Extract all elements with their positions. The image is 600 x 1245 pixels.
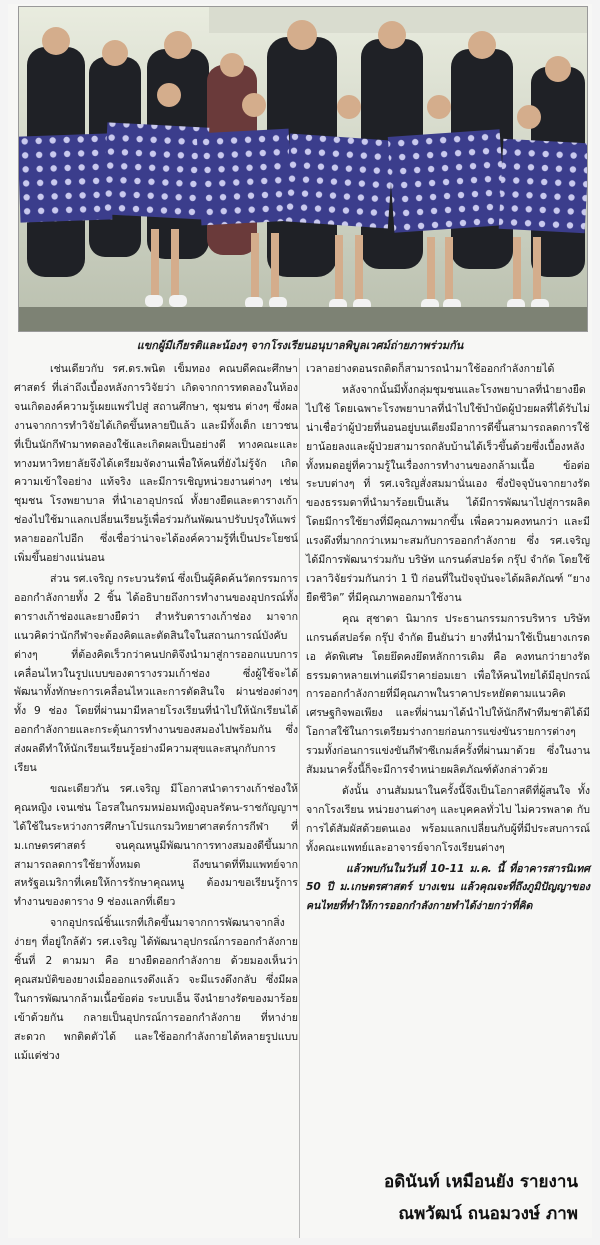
paragraph: เช่นเดียวกับ รศ.ดร.พนิต เข็มทอง คณบดีคณะศึกษาศาสตร์ ที่เล่าถึงเบื้องหลังการวิจัยว่า เกิดจากการทดลองในห้อง จนเกิดองค์ความรู้เผยแพร่ไปสู่ สถานศึกษา, ชุมชน ต่างๆ ซึ่งผลงานจากการทำวิจัยได้เกิดขึ้นหลายปีแล้ว และมีทั้งเด็ก เยาวชน ที่เป็นนักกีฬามาทดลองใช้และเกิดผลเป็นอย่างดี ทางคณะและทางมหาวิทยาลัยจึงได้เตรียมจัดงานเพื่อให้คนที่ยังไม่รู้จัก เกิดความเข้าใจอย่าง แท้จริง และมีการเชิญหน่วยงานต่างๆ เช่น ชุมชน โรงพยาบาล ที่นำเอาอุปกรณ์ ทั้งยางยืดและตารางเก้าช่องไปใช้มาแลกเปลี่ยนเรียนรู้เพื่อร่วมกันพัฒนาปรับปรุงให้แพร่หลายออกไปอีก ซึ่งเชื่อว่าน่าจะได้องค์ความรู้ที่เป็นประโยชน์เพิ่มขึ้นอย่างแน่นอน xyxy=(14,363,298,565)
reporter-byline: อดินันท์ เหมือนยัง รายงาน xyxy=(384,1172,578,1192)
paragraph: หลังจากนั้นมีทั้งกลุ่มชุมชนและโรงพยาบาลที่นำยางยืดไปใช้ โดยเฉพาะโรงพยาบาลที่นำไปใช้บำบัดผู้ป่วยผลที่ได้รับไม่น่าเชื่อว่าผู้ป่วยที่นอนอยู่บนเตียงมีอาการดีขึ้นสามารถลดการใช้ยาน้อยลงและผู้ป่วยสามารถกลับบ้านได้เร็วขึ้นด้วยซึ่งเบื้องหลังทั้งหมดอยู่ที่ความรู้ในเรื่องการทำงานของกล้ามเนื้อ ข้อต่อ ระบบต่างๆ ที่ รศ.เจริญสั่งสมมานั่นเอง ซึ่งปัจจุบันจากยางรัดของธรรมดาที่นำมาร้อยเป็นเส้น ได้มีการพัฒนาไปสู่การผลิตโดยมีการใช้ยางที่มีคุณภาพมากขึ้น เพื่อความคงทนกว่า และมีแรงดึงที่มากกว่าเหมาะสมกับการออกกำลังกาย ซึ่ง รศ.เจริญ ได้มีการพัฒนาร่วมกับ บริษัท แกรนด์สปอร์ต กรุ๊ป จำกัด โดยใช้เวลาวิจัยร่วมกันกว่า 1 ปี ก่อนที่ในปัจจุบันจะได้ผลิตภัณฑ์ “ยางยืดชีวิต” ที่มีคุณภาพออกมาใช้งาน xyxy=(306,383,590,604)
group-photo xyxy=(18,6,588,332)
newspaper-clipping xyxy=(8,4,592,1238)
paragraph: เวลาอย่างตอนรถติดก็สามารถนำมาใช้ออกกำลังกายได้ xyxy=(306,363,555,375)
event-announcement: แล้วพบกันในวันที่ 10-11 ม.ค. นี้ ที่อาคารสารนิเทศ 50 ปี ม.เกษตรศาสตร์ บางเขน แล้วคุณจะที่ถึงภูมิปัญญาของคนไทยที่ทำให้การออกกำลังกายทำได้ง่ายกว่าที่คิด xyxy=(306,862,590,913)
photo-caption: แขกผู้มีเกียรติและน้องๆ จากโรงเรียนอนุบาลพิบูลเวศม์ถ่ายภาพร่วมกัน xyxy=(136,339,464,352)
paragraph: จากอุปกรณ์ชิ้นแรกที่เกิดขึ้นมาจากการพัฒนาจากสิ่งง่ายๆ ที่อยู่ใกล้ตัว รศ.เจริญ ได้พัฒนาอุปกรณ์การออกกำลังกายชิ้นที่ 2 ตามมา คือ ยางยืดออกกำลังกาย ด้วยมองเห็นว่า คุณสมบัติของยางเมื่อออกแรงดึงแล้ว จะมีแรงดึงกลับ ซึ่งมีผลในการพัฒนากล้ามเนื้อข้อต่อ ระบบเอ็น จึงนำยางรัดของมาร้อยเข้าด้วยกัน กลายเป็นอุปกรณ์การออกกำลังกาย ที่หาง่าย สะดวก พกติดตัวได้ และใช้ออกกำลังกายได้หลายรูปแบบ แม้แต่ช่วง xyxy=(14,917,298,1062)
paragraph: คุณ สุชาดา นิมากร ประธานกรรมการบริหาร บริษัท แกรนด์สปอร์ต กรุ๊ป จำกัด ยืนยันว่า ยางที่นำมาใช้เป็นยางเกรดเอ คัดพิเศษ โดยยึดคงยึดหลักการเดิม คือ คงทนกว่ายางรัดธรรมดาหลายเท่าแต่มีราคาย่อมเยา เพื่อให้คนไทยได้มีอุปกรณ์การออกกำลังกายที่มีคุณภาพในราคาประหยัดตามแนวคิดเศรษฐกิจพอเพียง และที่ผ่านมาได้นำไปให้นักกีฬาทีมชาติได้มีโอกาสใช้ในการเตรียมร่างกายก่อนการแข่งขันรายการต่างๆ รวมทั้งก่อนการแข่งขันกีฬาซีเกมส์ครั้งที่ผ่านมาด้วย ซึ่งในงานสัมมนาครั้งนี้ก็จะมีการจำหน่ายผลิตภัณฑ์ดังกล่าวด้วย xyxy=(306,612,590,777)
paragraph: ขณะเดียวกัน รศ.เจริญ มีโอกาสนำตารางเก้าช่องให้ คุณหญิง เจนเซ่น โอรสในกรมหม่อมหญิงอุบลรัตน-ราชกัญญาฯ ได้ใช้ในระหว่างการศึกษาโปรแกรมวิทยาศาสตร์การกีฬา ที่ ม.เกษตรศาสตร์ จนคุณหนูมีพัฒนาการทางสมองดีขึ้นมาก สามารถลดการใช้ยาทั้งหมด ถึงขนาดที่ทีมแพทย์จากสหรัฐอเมริกาที่เคยให้การรักษาคุณหนู ต้องมาขอเรียนรู้การทำงานของตาราง 9 ช่องแลกที่เดียว xyxy=(14,782,298,909)
article-column-left xyxy=(14,360,298,1068)
column-divider xyxy=(299,358,300,1238)
paragraph: ดังนั้น งานสัมมนาในครั้งนี้จึงเป็นโอกาสดีที่ผู้สนใจ ทั้งจากโรงเรียน หน่วยงานต่างๆ และบุคคลทั่วไป ไม่ควรพลาด กับการได้สัมผัสด้วยตนเอง พร้อมแลกเปลี่ยนกับผู้ที่มีประสบการณ์ ทั้งคณะแพทย์และอาจารย์จากโรงเรียนต่างๆ xyxy=(306,784,590,854)
article-column-right xyxy=(306,360,590,918)
photographer-byline: ณพวัฒน์ ถนอมวงษ์ ภาพ xyxy=(398,1204,578,1224)
paragraph: ส่วน รศ.เจริญ กระบวนรัตน์ ซึ่งเป็นผู้คิดค้นวัตกรรมการออกกำลังกายทั้ง 2 ชิ้น ได้อธิบายถึงการทำงานของอุปกรณ์ทั้งตารางเก้าช่องและยางยืดว่า สำหรับตารางเก้าช่อง มาจากแนวคิดว่านักกีฬาจะต้องคิดและตัดสินใจในสถานการณ์บังคับต่างๆ ที่ต้องคิดเร็วกว่าคนปกติจึงนำมาสู่การออกแบบการเคลื่อนไหวในรูปแบบของตารางรวมเก้าช่อง ซึ่งผู้ใช้จะได้พัฒนาทั้งทักษะการเคลื่อนไหวและการตัดสินใจ ผ่านช่องต่างๆ ทั้ง 9 ช่อง โดยที่ผ่านมามีหลายโรงเรียนที่นำไปให้นักเรียนได้ออกกำลังกายและกระตุ้นการทำงานของสมองไปพร้อมกัน ซึ่งส่งผลดีทำให้นักเรียนเรียนรู้อย่างมีความสุขและสนุกกับการเรียน xyxy=(14,572,298,775)
